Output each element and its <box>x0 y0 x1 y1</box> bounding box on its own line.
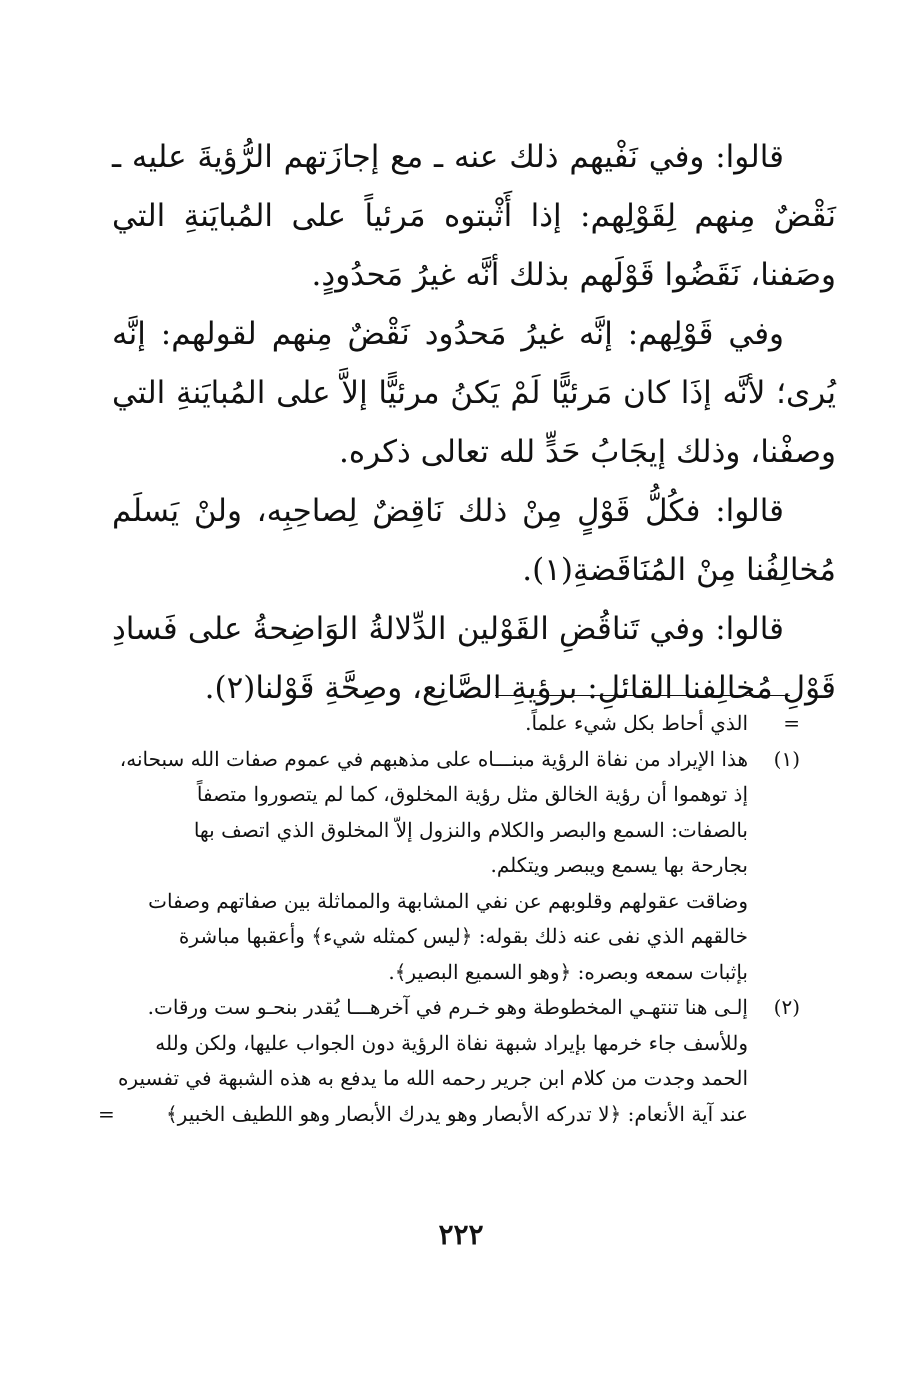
footnote-line: هذا الإيراد من نفاة الرؤية مبنـــاه على مذهبهم في عموم صفات الله سبحانه، <box>119 746 748 771</box>
footnote-1 <box>112 742 800 991</box>
footnote-2 <box>98 990 800 1132</box>
paragraph-1: قالوا: وفي نَفْيهم ذلك عنه ـ مع إجازَتهم الرُّؤيةَ عليه ـ نَقْضٌ مِنهم لِقَوْلِهم: إذا أَثْبتوه مَرئياً على المُبايَنةِ التي وصَفنا، نَقَضُوا قَوْلَهم بذلك أنَّه غيرُ مَحدُودٍ. <box>112 139 836 293</box>
footnote-marker: = <box>783 711 800 735</box>
footnote-line: الحمد وجدت من كلام ابن جرير رحمه الله ما يدفع به هذه الشبهة في تفسيره <box>117 1066 748 1090</box>
footnote-line: خالقهم الذي نفى عنه ذلك بقوله: ﴿ليس كمثله شيء﴾ وأعقبها مباشرة <box>178 924 748 948</box>
paragraph-3: قالوا: فكُلُّ قَوْلٍ مِنْ ذلك نَاقِضٌ لِصاحِبِه، ولنْ يَسلَم مُخالِفُنا مِنْ المُنَاقَضةِ(١). <box>112 493 836 588</box>
footnote-line: إذ توهموا أن رؤية الخالق مثل رؤية المخلوق، كما لم يتصوروا متصفاً <box>196 782 748 806</box>
footnote-line: وللأسف جاء خرمها بإيراد شبهة نفاة الرؤية دون الجواب عليها، ولكن ولله <box>155 1030 748 1055</box>
paragraph-2: وفي قَوْلِهم: إنَّه غيرُ مَحدُود نَقْضٌ مِنهم لقولهم: إنَّه يُرى؛ لأنَّه إذَا كان مَرئيًّا لَمْ يَكنُ مرئيًّا إلاَّ على المُبايَنةِ التي وصفْنا، وذلك إيجَابُ حَدٍّ لله تعالى ذكره. <box>112 316 836 470</box>
continuation-mark: = <box>98 1101 115 1126</box>
footnote-line: وضاقت عقولهم وقلوبهم عن نفي المشابهة والمماثلة بين صفاتهم وصفات <box>148 888 748 913</box>
page-number: ٢٢٢ <box>438 1218 484 1251</box>
footnote-line: الذي أحاط بكل شيء علماً. <box>525 711 748 735</box>
footnote-line: بجارحة بها يسمع ويبصر ويتكلم. <box>490 853 748 877</box>
footnote-line: عند آية الأنعام: ﴿لا تدركه الأبصار وهو يدرك الأبصار وهو اللطيف الخبير﴾ <box>165 1101 748 1126</box>
footnote-marker: (٢) <box>773 995 800 1019</box>
footnote-line: بإثبات سمعه وبصره: ﴿وهو السميع البصير﴾. <box>388 959 748 984</box>
paragraph-4: قالوا: وفي تَناقُضِ القَوْلين الدِّلالةُ الوَاضِحةُ على فَسادِ قَوْلِ مُخالِفنا القائلِ: برؤيةِ الصَّانِع، وصِحَّةِ قَوْلنا(٢). <box>112 611 836 706</box>
footnote-separator <box>495 695 790 696</box>
footnote-line: بالصفات: السمع والبصر والكلام والنزول إلاّ المخلوق الذي اتصف بها <box>193 817 748 842</box>
footnote-line: إلـى هنا تنتهـي المخطوطة وهو خـرم في آخرهـــا يُقدر بنحـو ست ورقات. <box>147 995 748 1019</box>
footnotes <box>98 706 800 1132</box>
main-text <box>112 128 836 718</box>
footnote-marker: (١) <box>773 746 800 771</box>
footnote-continued <box>112 706 800 742</box>
